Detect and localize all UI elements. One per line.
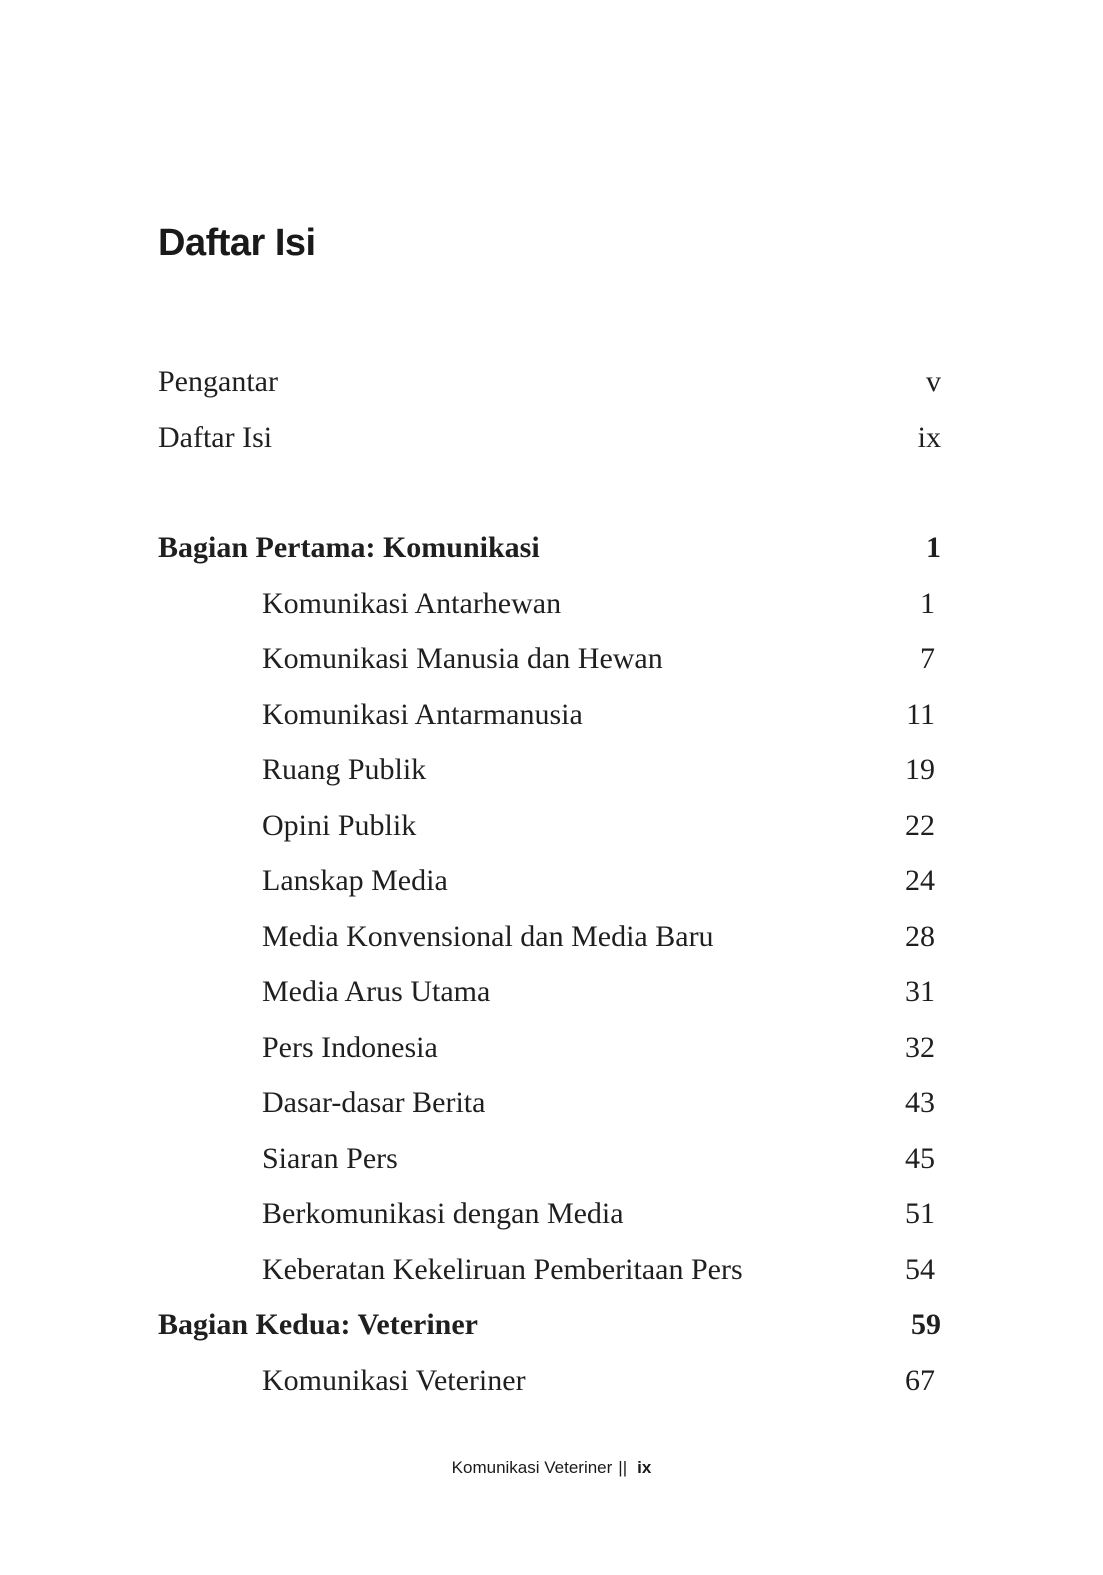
toc-entry[interactable] xyxy=(158,582,941,626)
toc-entry[interactable] xyxy=(158,804,941,848)
toc-entry-label: Dasar-dasar Berita xyxy=(262,1086,486,1119)
toc-entry-page: 24 xyxy=(905,864,935,897)
toc-entry-label: Keberatan Kekeliruan Pemberitaan Pers xyxy=(262,1253,743,1286)
toc-entry-label: Ruang Publik xyxy=(262,753,427,786)
toc-entry-page: 67 xyxy=(905,1364,935,1397)
toc-entry[interactable] xyxy=(158,693,941,737)
toc-part-label: Bagian Kedua: Veteriner xyxy=(158,1308,478,1341)
toc-entry[interactable] xyxy=(158,1359,941,1403)
toc-entry[interactable] xyxy=(158,970,941,1014)
toc-entry-page: 7 xyxy=(920,642,935,675)
toc-entry-page: 28 xyxy=(905,920,935,953)
toc-entry-label: Pengantar xyxy=(158,365,278,398)
toc-entry-daftar-isi[interactable] xyxy=(158,416,941,460)
toc-part-heading-veteriner[interactable] xyxy=(158,1303,941,1347)
toc-entry[interactable] xyxy=(158,859,941,903)
toc-entry-label: Komunikasi Antarhewan xyxy=(262,587,562,620)
toc-entry-page: 19 xyxy=(905,753,935,786)
toc-entry-label: Komunikasi Veteriner xyxy=(262,1364,526,1397)
toc-entry-page: 51 xyxy=(905,1197,935,1230)
toc-entry-label: Pers Indonesia xyxy=(262,1031,438,1064)
toc-entry-label: Opini Publik xyxy=(262,809,417,842)
page-title: Daftar Isi xyxy=(158,222,316,264)
toc-entry-page: 22 xyxy=(905,809,935,842)
toc-entry-page: 32 xyxy=(905,1031,935,1064)
toc-entry-page: 11 xyxy=(906,698,935,731)
footer-book-title: Komunikasi Veteriner xyxy=(451,1458,613,1477)
toc-entry[interactable] xyxy=(158,1026,941,1070)
toc-part-heading-komunikasi[interactable] xyxy=(158,526,941,570)
toc-entry[interactable] xyxy=(158,1137,941,1181)
toc-entry-page: ix xyxy=(917,421,941,454)
toc-entry-label: Media Arus Utama xyxy=(262,975,491,1008)
toc-entry-label: Media Konvensional dan Media Baru xyxy=(262,920,714,953)
toc-entry-label: Komunikasi Manusia dan Hewan xyxy=(262,642,663,675)
footer-page-number: ix xyxy=(637,1458,652,1477)
toc-entry[interactable] xyxy=(158,1081,941,1125)
toc-entry-page: 54 xyxy=(905,1253,935,1286)
toc-entry-pengantar[interactable] xyxy=(158,360,941,404)
toc-entry-page: 45 xyxy=(905,1142,935,1175)
toc-entry-label: Berkomunikasi dengan Media xyxy=(262,1197,624,1230)
toc-part-page: 59 xyxy=(911,1308,941,1341)
page-footer xyxy=(0,1458,1103,1478)
toc-entry[interactable] xyxy=(158,1192,941,1236)
toc-entry[interactable] xyxy=(158,1248,941,1292)
toc-entry-page: v xyxy=(926,365,941,398)
toc-entry[interactable] xyxy=(158,915,941,959)
footer-separator: || xyxy=(618,1458,628,1477)
toc-entry-page: 1 xyxy=(920,587,935,620)
toc-entry[interactable] xyxy=(158,637,941,681)
toc-entry-page: 43 xyxy=(905,1086,935,1119)
toc-entry-label: Komunikasi Antarmanusia xyxy=(262,698,583,731)
toc-entry-label: Lanskap Media xyxy=(262,864,448,897)
toc-entry-label: Siaran Pers xyxy=(262,1142,398,1175)
toc-entry-page: 31 xyxy=(905,975,935,1008)
toc-entry-label: Daftar Isi xyxy=(158,421,273,454)
toc-part-label: Bagian Pertama: Komunikasi xyxy=(158,531,540,564)
toc-entry[interactable] xyxy=(158,748,941,792)
toc-part-page: 1 xyxy=(926,531,941,564)
